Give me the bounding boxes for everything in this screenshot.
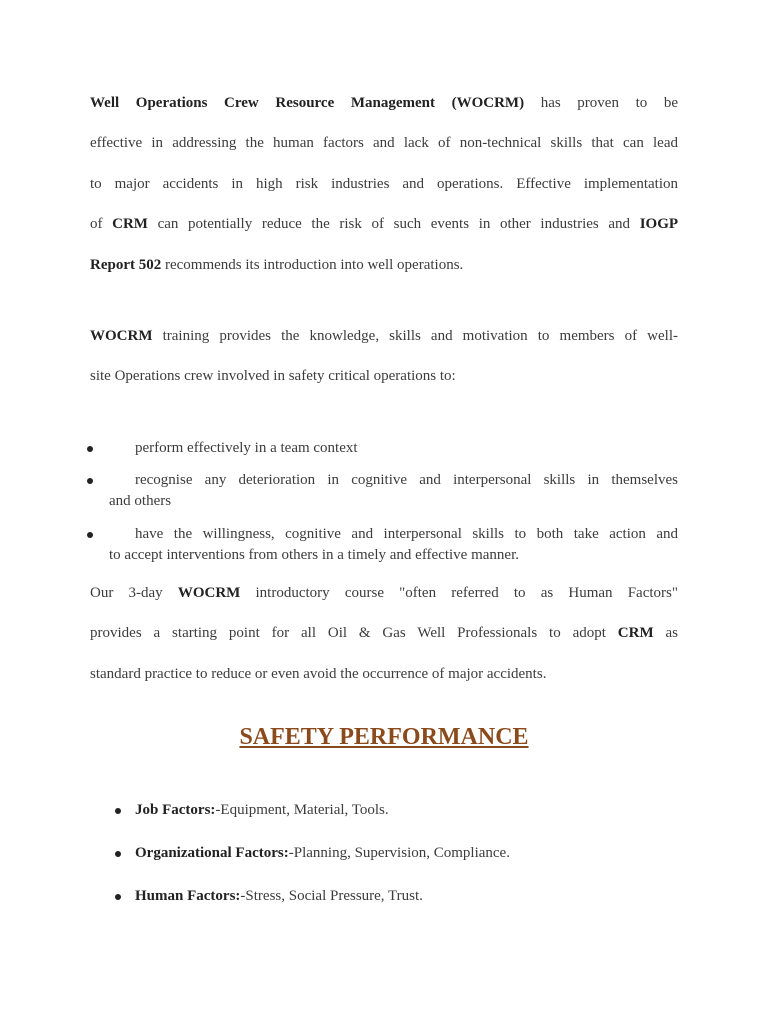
objective-item-continued bbox=[109, 492, 171, 510]
factor-label: Human Factors: bbox=[135, 888, 241, 904]
course-text: standard practice to reduce or even avoid the occurrence of major accidents. bbox=[90, 666, 547, 682]
safety-factor-item bbox=[135, 801, 389, 819]
course-line-1 bbox=[90, 584, 678, 602]
course-line-3 bbox=[90, 665, 678, 683]
safety-performance-heading: SAFETY PERFORMANCE bbox=[239, 724, 529, 750]
intro-text: recommends its introduction into well operations. bbox=[165, 257, 464, 273]
intro-line-4 bbox=[90, 215, 678, 233]
objective-item-continued bbox=[109, 546, 519, 564]
factor-text: -Stress, Social Pressure, Trust. bbox=[240, 888, 423, 904]
bullet-icon bbox=[115, 851, 121, 857]
training-line-1 bbox=[90, 327, 678, 345]
course-text: Our 3-day bbox=[90, 585, 163, 601]
factor-label: Organizational Factors: bbox=[135, 845, 289, 861]
report-term: Report 502 bbox=[90, 257, 162, 273]
course-text: provides a starting point for all Oil & Gas Well Professionals to adopt bbox=[90, 625, 606, 641]
intro-text: has proven to be bbox=[540, 95, 678, 111]
objective-text: to accept interventions from others in a timely and effective manner. bbox=[109, 547, 519, 563]
intro-line-3 bbox=[90, 175, 678, 193]
objective-item bbox=[135, 525, 678, 543]
training-text: site Operations crew involved in safety critical operations to: bbox=[90, 368, 456, 384]
intro-text: of bbox=[90, 216, 103, 232]
intro-text: to major accidents in high risk industries and operations. Effective implementation bbox=[90, 176, 678, 192]
objective-text: and others bbox=[109, 493, 172, 509]
objective-item bbox=[135, 471, 678, 489]
wocrm-term: WOCRM bbox=[90, 328, 153, 344]
objective-item bbox=[135, 439, 678, 457]
intro-text: can potentially reduce the risk of such events in other industries and bbox=[157, 216, 631, 232]
intro-line-1 bbox=[90, 94, 678, 112]
course-text: introductory course "often referred to as Human Factors" bbox=[255, 585, 678, 601]
bullet-icon bbox=[87, 478, 93, 484]
safety-factor-item bbox=[135, 844, 510, 862]
wocrm-term: Well Operations Crew Resource Management (WOCRM) bbox=[90, 95, 525, 111]
objective-text: have the willingness, cognitive and interpersonal skills to both take action and bbox=[135, 526, 678, 542]
factor-text: -Equipment, Material, Tools. bbox=[215, 802, 389, 818]
objective-text: perform effectively in a team context bbox=[135, 440, 358, 456]
bullet-icon bbox=[87, 446, 93, 452]
objective-text: recognise any deterioration in cognitive and interpersonal skills in themselves bbox=[135, 472, 678, 488]
iogp-term: IOGP bbox=[639, 216, 679, 232]
training-line-2 bbox=[90, 367, 678, 385]
safety-factor-item bbox=[135, 887, 423, 905]
crm-term: CRM bbox=[112, 216, 148, 232]
factor-text: -Planning, Supervision, Compliance. bbox=[288, 845, 510, 861]
training-text: training provides the knowledge, skills and motivation to members of well- bbox=[162, 328, 679, 344]
bullet-icon bbox=[87, 532, 93, 538]
wocrm-term: WOCRM bbox=[177, 585, 241, 601]
bullet-icon bbox=[115, 808, 121, 814]
factor-label: Job Factors: bbox=[135, 802, 216, 818]
intro-line-2 bbox=[90, 134, 678, 152]
bullet-icon bbox=[115, 894, 121, 900]
course-text: as bbox=[665, 625, 678, 641]
intro-text: effective in addressing the human factors and lack of non-technical skills that can lead bbox=[90, 135, 678, 151]
course-line-2 bbox=[90, 624, 678, 642]
crm-term: CRM bbox=[617, 625, 654, 641]
intro-line-5 bbox=[90, 256, 678, 274]
